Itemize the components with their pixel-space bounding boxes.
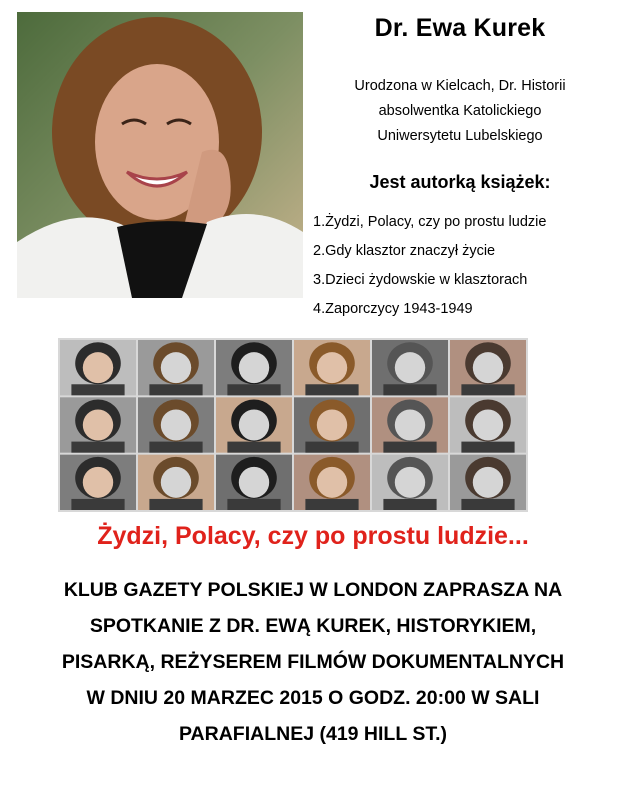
collage-tile (294, 397, 370, 452)
collage-tile (60, 397, 136, 452)
author-name: Dr. Ewa Kurek (374, 14, 546, 42)
announcement-line: PARAFIALNEJ (419 HILL ST.) (179, 723, 447, 745)
collage-tile (138, 397, 214, 452)
collage-tile (138, 340, 214, 395)
collage-tile (60, 455, 136, 510)
portrait-illustration (17, 12, 303, 298)
announcement-line: PISARKĄ, REŻYSEREM FILMÓW DOKUMENTALNYCH (61, 651, 565, 673)
collage-tile (60, 340, 136, 395)
book-item: 4.Zaporczycy 1943-1949 (313, 301, 473, 317)
collage-tile (138, 455, 214, 510)
event-announcement (10, 572, 616, 752)
collage-tile (216, 340, 292, 395)
collage-tile (372, 455, 448, 510)
bio-line: Uniwersytetu Lubelskiego (377, 128, 543, 144)
book-item: 2.Gdy klasztor znaczył życie (313, 243, 496, 259)
collage-tile (450, 455, 526, 510)
collage-tile (450, 340, 526, 395)
collage-tile (216, 455, 292, 510)
collage-tile (372, 340, 448, 395)
collage-grid (58, 338, 528, 512)
collage-tile (450, 397, 526, 452)
author-bio (310, 74, 610, 149)
books-heading: Jest autorką książek: (369, 172, 551, 192)
collage-tile (294, 340, 370, 395)
tagline: Żydzi, Polacy, czy po prostu ludzie... (97, 522, 529, 550)
bio-line: Urodzona w Kielcach, Dr. Historii (354, 78, 566, 94)
book-item: 1.Żydzi, Polacy, czy po prostu ludzie (313, 214, 547, 230)
books-list (313, 208, 618, 324)
book-item: 3.Dzieci żydowskie w klasztorach (313, 272, 528, 288)
portrait-photo (17, 12, 303, 298)
portrait-collage (58, 338, 528, 512)
bio-line: absolwentka Katolickiego (378, 103, 542, 119)
announcement-line: SPOTKANIE Z DR. EWĄ KUREK, HISTORYKIEM, (89, 615, 537, 637)
announcement-line: W DNIU 20 MARZEC 2015 O GODZ. 20:00 W SALI (86, 687, 540, 709)
collage-tile (216, 397, 292, 452)
announcement-line: KLUB GAZETY POLSKIEJ W LONDON ZAPRASZA NA (63, 579, 563, 601)
collage-tile (294, 455, 370, 510)
collage-tile (372, 397, 448, 452)
